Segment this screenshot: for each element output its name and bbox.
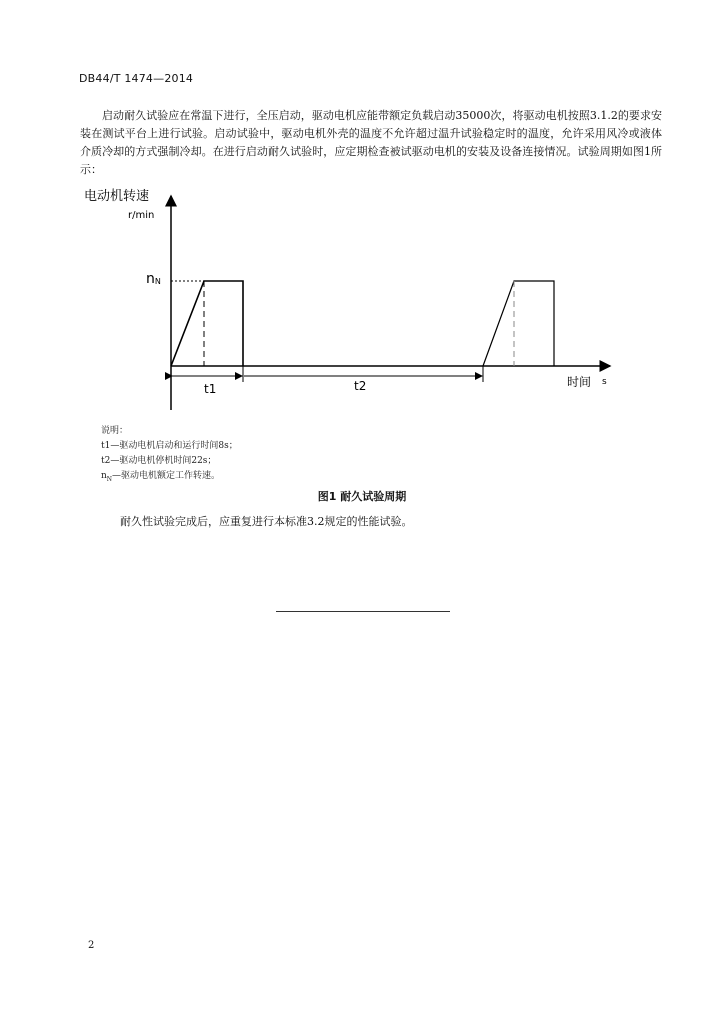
x-axis-title: 时间 [567,375,592,389]
rated-speed-mark: nN [146,271,161,287]
t2-label: t2 [354,379,367,393]
note-t1: t1—驱动电机启动和运行时间8s； [101,441,238,451]
notes-heading: 说明： [101,426,129,436]
body-paragraph-1: 启动耐久试验应在常温下进行，全压启动，驱动电机应能带额定负载启动35000次，将驱动电机按照3.1.2的要求安装在测试平台上进行试验。启动试验中，驱动电机外壳的温度不允许超过温升试验稳定时的温度，允许采用风冷或液体介质冷却的方式强制冷却。在进行启动耐久试验时，应定期检查被试驱动电机的安装及设备连接情况。试验周期如图1所示： [80,109,662,176]
cycle-diagram-svg [80,182,620,422]
note-nn: $n_N—$驱动电机额定工作转速。 [101,471,221,483]
y-axis-title: 电动机转速 [84,189,150,204]
cycle-1-speed-trace [171,281,243,366]
figure-notes [101,424,238,487]
end-of-document-rule [276,611,450,612]
y-axis-unit: r/min [128,210,155,221]
x-axis-unit: s [602,377,607,387]
note-t2: t2—驱动电机停机时间22s； [101,456,217,466]
cycle-2-speed-trace [483,281,554,366]
figure-caption: 图1 耐久试验周期 [317,490,407,503]
endurance-cycle-figure [80,182,620,426]
page-number: 2 [88,940,95,951]
body-paragraph-2: 耐久性试验完成后，应重复进行本标准3.2规定的性能试验。 [120,515,413,528]
t1-label: t1 [204,382,217,396]
document-id-header: DB44/T 1474—2014 [79,72,194,85]
